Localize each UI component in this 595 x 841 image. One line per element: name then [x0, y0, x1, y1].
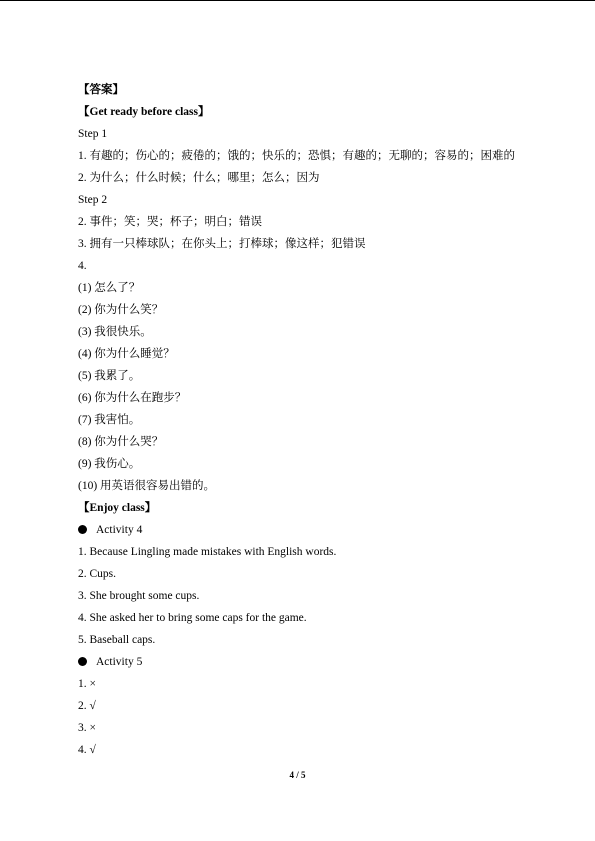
text-line: 3. 拥有一只棒球队；在你头上；打棒球；像这样；犯错误	[78, 238, 366, 250]
text-line: 4.	[78, 260, 87, 272]
text-line: 2. 为什么；什么时候；什么；哪里；怎么；因为	[78, 172, 320, 184]
activity-label: Activity 4	[96, 524, 143, 536]
bullet-icon	[78, 525, 87, 534]
section-title-get-ready: 【Get ready before class】	[78, 106, 210, 118]
text-line: (7) 我害怕。	[78, 414, 141, 426]
activity-label: Activity 5	[96, 656, 143, 668]
text-line: (3) 我很快乐。	[78, 326, 152, 338]
page-number: 4 / 5	[289, 770, 306, 780]
text-line: 3. ×	[78, 722, 96, 734]
text-line: 4. She asked her to bring some caps for the game.	[78, 612, 307, 624]
text-line: (2) 你为什么笑？	[78, 304, 164, 316]
text-line: 1. 有趣的；伤心的；疲倦的；饿的；快乐的；恐惧；有趣的；无聊的；容易的；困难的	[78, 150, 515, 162]
text-line: 5. Baseball caps.	[78, 634, 156, 646]
text-line: 1. Because Lingling made mistakes with English words.	[78, 546, 337, 558]
text-line: 2. 事件；笑；哭；杯子；明白；错误	[78, 216, 262, 228]
document-body	[78, 79, 558, 761]
text-line: Step 1	[78, 128, 108, 140]
text-line: Step 2	[78, 194, 108, 206]
section-title-enjoy-class: 【Enjoy class】	[78, 502, 157, 514]
text-line: (1) 怎么了？	[78, 282, 141, 294]
activity-4-heading	[78, 519, 558, 541]
bullet-icon	[78, 657, 87, 666]
answer-heading: 【答案】	[78, 84, 124, 96]
text-line: (9) 我伤心。	[78, 458, 141, 470]
text-line: (8) 你为什么哭？	[78, 436, 164, 448]
text-line: 2. Cups.	[78, 568, 117, 580]
get-ready-lines	[78, 123, 558, 497]
header-rule	[0, 0, 595, 1]
text-line: (5) 我累了。	[78, 370, 141, 382]
text-line: (6) 你为什么在跑步？	[78, 392, 187, 404]
text-line: 4. √	[78, 744, 96, 756]
text-line: 1. ×	[78, 678, 96, 690]
text-line: 3. She brought some cups.	[78, 590, 200, 602]
activity-5-heading	[78, 651, 558, 673]
text-line: (4) 你为什么睡觉？	[78, 348, 175, 360]
text-line: (10) 用英语很容易出错的。	[78, 480, 216, 492]
text-line: 2. √	[78, 700, 96, 712]
